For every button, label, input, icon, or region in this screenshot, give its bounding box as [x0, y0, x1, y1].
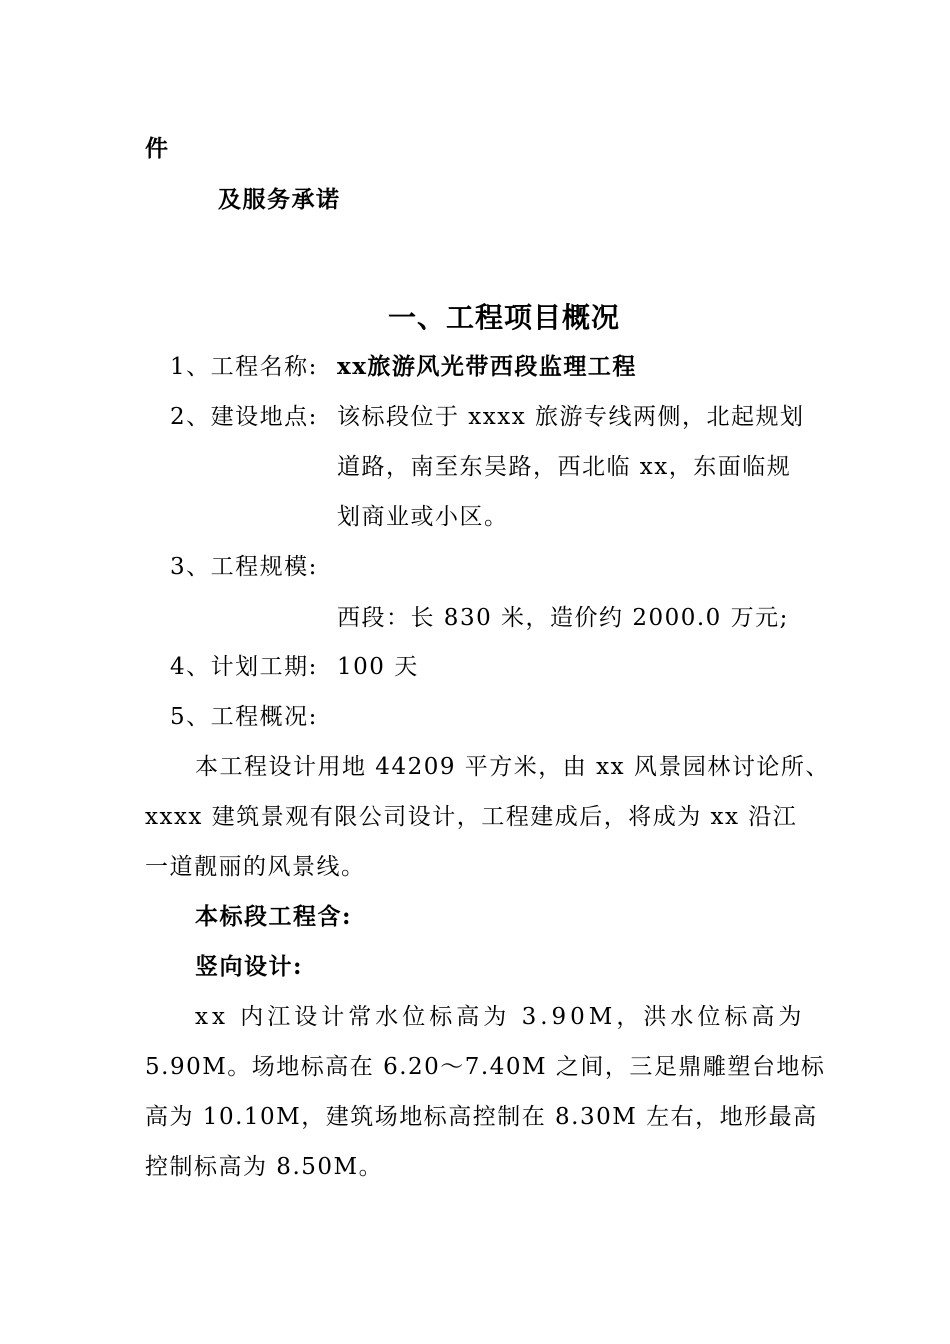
item-value-location-line: 道路，南至东吴路，西北临 xx，东面临规: [337, 454, 792, 480]
item-value-duration: 100 天: [337, 654, 419, 680]
item-label-name: 1、工程名称:: [170, 354, 318, 380]
vertical-line: 控制标高为 8.50M。: [145, 1154, 384, 1180]
item-value-location-line: 该标段位于 xxxx 旅游专线两侧，北起规划: [337, 404, 805, 430]
vertical-line: xx 内江设计常水位标高为 3.90M，洪水位标高为: [195, 1004, 806, 1030]
vertical-design-heading: 竖向设计:: [195, 953, 303, 980]
item-value-location-line: 划商业或小区。: [337, 504, 509, 530]
item-label-overview: 5、工程概况:: [170, 704, 318, 730]
overview-line: 本工程设计用地 44209 平方米，由 xx 风景园林讨论所、: [195, 754, 830, 780]
item-label-location: 2、建设地点:: [170, 404, 318, 430]
item-label-duration: 4、计划工期:: [170, 654, 318, 680]
item-value-name: xx旅游风光带西段监理工程: [337, 353, 637, 380]
scope-heading: 本标段工程含:: [195, 903, 352, 930]
item-label-scale: 3、工程规模:: [170, 554, 318, 580]
overview-line: 一道靓丽的风景线。: [145, 854, 366, 880]
overview-line: xxxx 建筑景观有限公司设计，工程建成后，将成为 xx 沿江: [145, 804, 798, 830]
section-title: 一、工程项目概况: [388, 301, 621, 334]
vertical-line: 高为 10.10M，建筑场地标高控制在 8.30M 左右，地形最高: [145, 1104, 818, 1130]
item-value-scale: 西段：长 830 米，造价约 2000.0 万元;: [337, 605, 789, 631]
header-fragment: 件: [145, 135, 170, 162]
vertical-line: 5.90M。场地标高在 6.20～7.40M 之间，三足鼎雕塑台地标: [145, 1054, 826, 1080]
header-subtitle: 及服务承诺: [218, 186, 341, 213]
